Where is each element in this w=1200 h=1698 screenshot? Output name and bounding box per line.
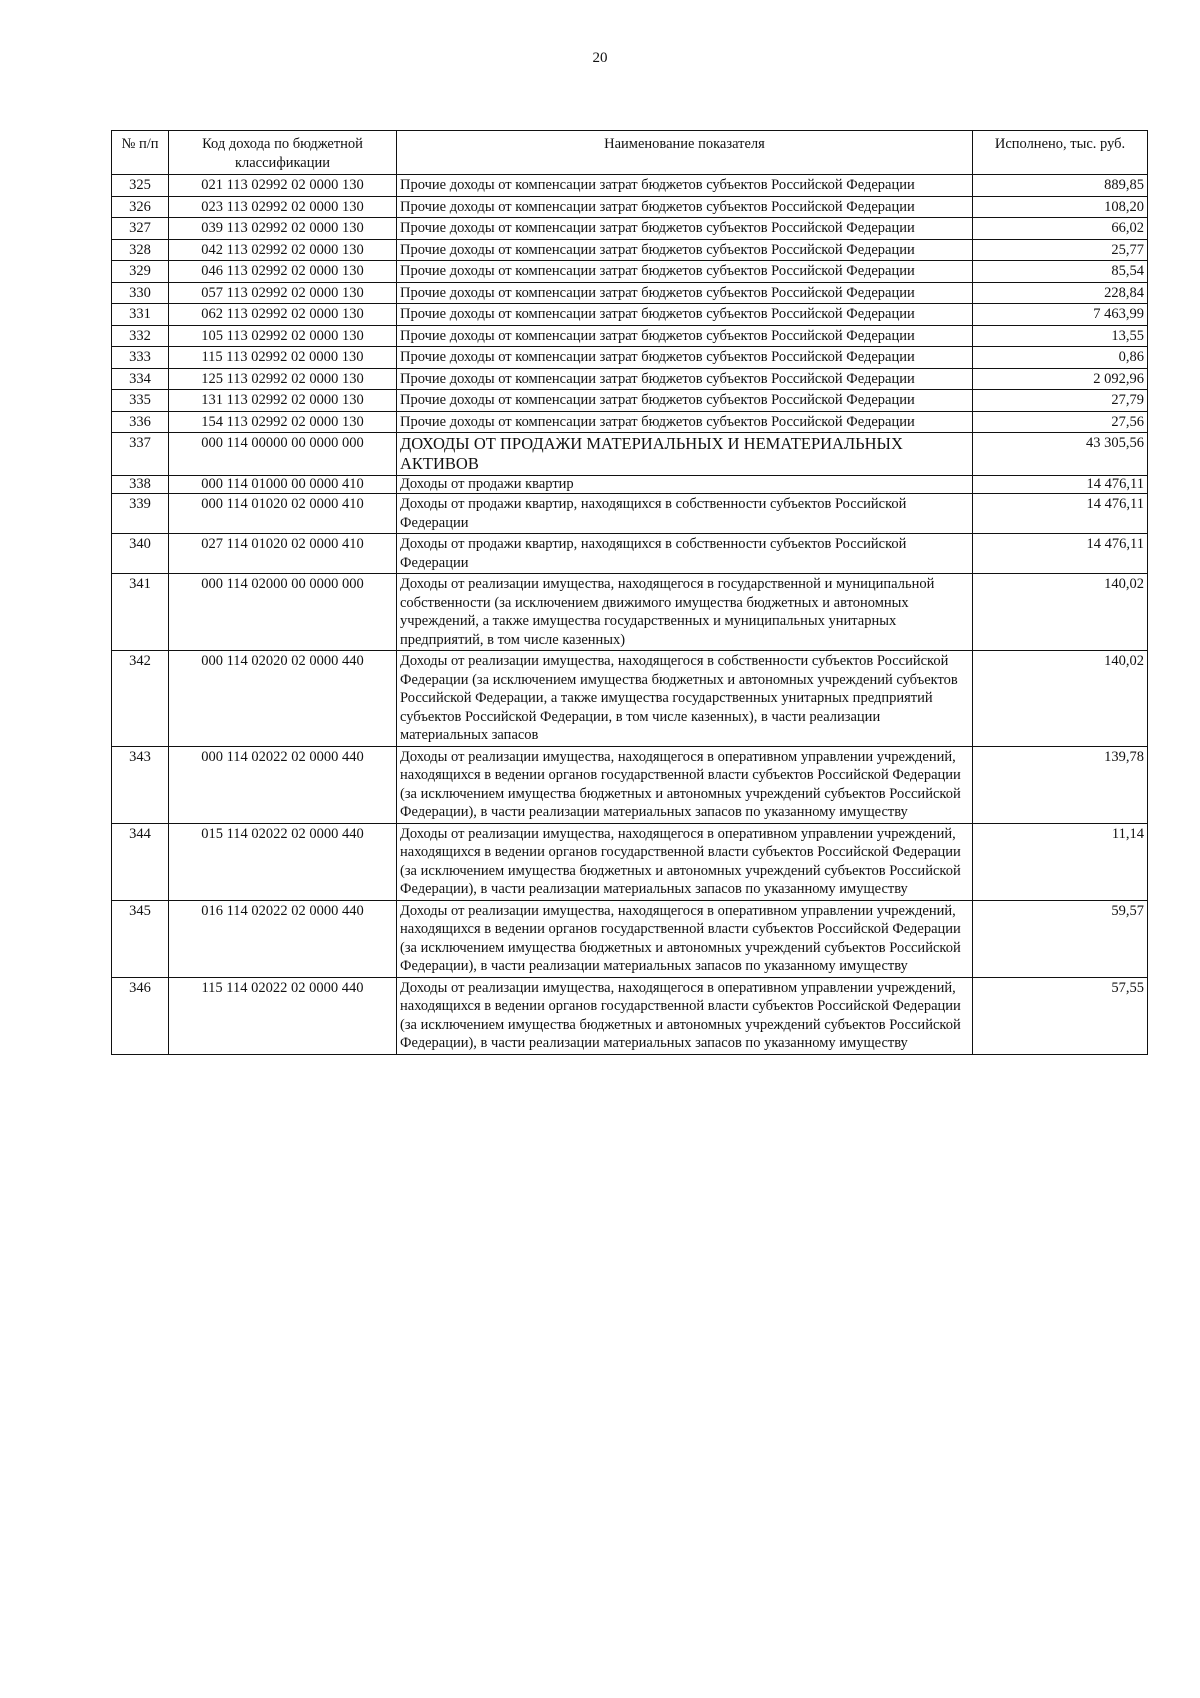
row-num: 333 — [112, 347, 169, 369]
row-amount: 140,02 — [973, 651, 1148, 747]
table-row — [112, 218, 1148, 240]
row-name: Прочие доходы от компенсации затрат бюджетов субъектов Российской Федерации — [397, 325, 973, 347]
table-row — [112, 411, 1148, 433]
row-amount: 2 092,96 — [973, 368, 1148, 390]
row-amount: 108,20 — [973, 196, 1148, 218]
row-amount: 11,14 — [973, 823, 1148, 900]
row-num: 326 — [112, 196, 169, 218]
row-num: 345 — [112, 900, 169, 977]
row-num: 339 — [112, 494, 169, 534]
table-row — [112, 304, 1148, 326]
row-code: 105 113 02992 02 0000 130 — [169, 325, 397, 347]
row-code: 021 113 02992 02 0000 130 — [169, 175, 397, 197]
row-num: 336 — [112, 411, 169, 433]
row-amount: 139,78 — [973, 746, 1148, 823]
row-num: 334 — [112, 368, 169, 390]
table-row — [112, 433, 1148, 476]
table-row — [112, 534, 1148, 574]
row-num: 330 — [112, 282, 169, 304]
table-row — [112, 746, 1148, 823]
header-code: Код дохода по бюджетной классификации — [169, 131, 397, 175]
row-amount: 25,77 — [973, 239, 1148, 261]
table-row — [112, 325, 1148, 347]
table-row — [112, 900, 1148, 977]
table-row — [112, 574, 1148, 651]
row-name: Прочие доходы от компенсации затрат бюджетов субъектов Российской Федерации — [397, 390, 973, 412]
row-num: 328 — [112, 239, 169, 261]
row-num: 327 — [112, 218, 169, 240]
row-num: 343 — [112, 746, 169, 823]
row-name: Доходы от реализации имущества, находящегося в оперативном управлении учреждений, находящихся в ведении органов государственной власти субъектов Российской Федерации (за исключением имущества бюджетных и автономных учреждений субъектов Российской Федерации), в части реализации материальных запасов по указанному имуществу — [397, 746, 973, 823]
row-name: Доходы от продажи квартир — [397, 476, 973, 494]
row-code: 000 114 00000 00 0000 000 — [169, 433, 397, 476]
header-amount: Исполнено, тыс. руб. — [973, 131, 1148, 175]
row-name: Прочие доходы от компенсации затрат бюджетов субъектов Российской Федерации — [397, 218, 973, 240]
row-num: 340 — [112, 534, 169, 574]
row-code: 027 114 01020 02 0000 410 — [169, 534, 397, 574]
table-row — [112, 368, 1148, 390]
row-name: Доходы от продажи квартир, находящихся в собственности субъектов Российской Федерации — [397, 494, 973, 534]
row-num: 338 — [112, 476, 169, 494]
table-row — [112, 390, 1148, 412]
header-num: № п/п — [112, 131, 169, 175]
table-row — [112, 282, 1148, 304]
row-code: 039 113 02992 02 0000 130 — [169, 218, 397, 240]
row-amount: 140,02 — [973, 574, 1148, 651]
row-amount: 66,02 — [973, 218, 1148, 240]
table-row — [112, 196, 1148, 218]
row-code: 000 114 01020 02 0000 410 — [169, 494, 397, 534]
row-name: Доходы от реализации имущества, находящегося в оперативном управлении учреждений, находящихся в ведении органов государственной власти субъектов Российской Федерации (за исключением имущества бюджетных и автономных учреждений субъектов Российской Федерации), в части реализации материальных запасов по указанному имуществу — [397, 900, 973, 977]
row-code: 125 113 02992 02 0000 130 — [169, 368, 397, 390]
row-amount: 27,56 — [973, 411, 1148, 433]
row-num: 341 — [112, 574, 169, 651]
row-code: 115 114 02022 02 0000 440 — [169, 977, 397, 1054]
row-amount: 27,79 — [973, 390, 1148, 412]
row-amount: 14 476,11 — [973, 476, 1148, 494]
row-amount: 57,55 — [973, 977, 1148, 1054]
row-code: 131 113 02992 02 0000 130 — [169, 390, 397, 412]
row-name: ДОХОДЫ ОТ ПРОДАЖИ МАТЕРИАЛЬНЫХ И НЕМАТЕРИАЛЬНЫХ АКТИВОВ — [397, 433, 973, 476]
row-num: 335 — [112, 390, 169, 412]
row-amount: 14 476,11 — [973, 534, 1148, 574]
table-row — [112, 261, 1148, 283]
row-name: Доходы от реализации имущества, находящегося в государственной и муниципальной собственности (за исключением движимого имущества бюджетных и автономных учреждений, а также имущества государственных и муниципальных унитарных предприятий, в том числе казенных) — [397, 574, 973, 651]
row-code: 154 113 02992 02 0000 130 — [169, 411, 397, 433]
row-name: Прочие доходы от компенсации затрат бюджетов субъектов Российской Федерации — [397, 261, 973, 283]
table-row — [112, 175, 1148, 197]
table-row — [112, 239, 1148, 261]
row-num: 337 — [112, 433, 169, 476]
table-row — [112, 347, 1148, 369]
row-name: Прочие доходы от компенсации затрат бюджетов субъектов Российской Федерации — [397, 239, 973, 261]
row-name: Прочие доходы от компенсации затрат бюджетов субъектов Российской Федерации — [397, 304, 973, 326]
row-amount: 228,84 — [973, 282, 1148, 304]
row-num: 329 — [112, 261, 169, 283]
row-amount: 43 305,56 — [973, 433, 1148, 476]
row-amount: 0,86 — [973, 347, 1148, 369]
table-row — [112, 494, 1148, 534]
row-code: 000 114 01000 00 0000 410 — [169, 476, 397, 494]
table-row — [112, 823, 1148, 900]
row-code: 057 113 02992 02 0000 130 — [169, 282, 397, 304]
row-amount: 85,54 — [973, 261, 1148, 283]
row-amount: 59,57 — [973, 900, 1148, 977]
row-amount: 14 476,11 — [973, 494, 1148, 534]
row-num: 331 — [112, 304, 169, 326]
row-name: Прочие доходы от компенсации затрат бюджетов субъектов Российской Федерации — [397, 196, 973, 218]
table-header-row — [112, 131, 1148, 175]
row-name: Прочие доходы от компенсации затрат бюджетов субъектов Российской Федерации — [397, 411, 973, 433]
row-name: Прочие доходы от компенсации затрат бюджетов субъектов Российской Федерации — [397, 347, 973, 369]
row-amount: 7 463,99 — [973, 304, 1148, 326]
row-amount: 13,55 — [973, 325, 1148, 347]
row-num: 342 — [112, 651, 169, 747]
row-num: 346 — [112, 977, 169, 1054]
row-code: 000 114 02000 00 0000 000 — [169, 574, 397, 651]
table-row — [112, 651, 1148, 747]
row-num: 332 — [112, 325, 169, 347]
row-name: Прочие доходы от компенсации затрат бюджетов субъектов Российской Федерации — [397, 368, 973, 390]
row-code: 062 113 02992 02 0000 130 — [169, 304, 397, 326]
row-name: Прочие доходы от компенсации затрат бюджетов субъектов Российской Федерации — [397, 175, 973, 197]
row-name: Доходы от реализации имущества, находящегося в оперативном управлении учреждений, находящихся в ведении органов государственной власти субъектов Российской Федерации (за исключением имущества бюджетных и автономных учреждений субъектов Российской Федерации), в части реализации материальных запасов по указанному имуществу — [397, 823, 973, 900]
row-code: 000 114 02022 02 0000 440 — [169, 746, 397, 823]
revenue-table — [111, 130, 1148, 1055]
row-num: 325 — [112, 175, 169, 197]
row-code: 115 113 02992 02 0000 130 — [169, 347, 397, 369]
row-num: 344 — [112, 823, 169, 900]
row-name: Доходы от реализации имущества, находящегося в собственности субъектов Российской Федерации (за исключением имущества бюджетных и автономных учреждений субъектов Российской Федерации, а также имущества государственных унитарных предприятий субъектов Российской Федерации, в том числе казенных), в части реализации материальных запасов — [397, 651, 973, 747]
row-name: Доходы от реализации имущества, находящегося в оперативном управлении учреждений, находящихся в ведении органов государственной власти субъектов Российской Федерации (за исключением имущества бюджетных и автономных учреждений субъектов Российской Федерации), в части реализации материальных запасов по указанному имуществу — [397, 977, 973, 1054]
row-code: 042 113 02992 02 0000 130 — [169, 239, 397, 261]
header-name: Наименование показателя — [397, 131, 973, 175]
row-code: 000 114 02020 02 0000 440 — [169, 651, 397, 747]
row-code: 016 114 02022 02 0000 440 — [169, 900, 397, 977]
row-code: 046 113 02992 02 0000 130 — [169, 261, 397, 283]
table-row — [112, 977, 1148, 1054]
row-code: 015 114 02022 02 0000 440 — [169, 823, 397, 900]
row-name: Доходы от продажи квартир, находящихся в собственности субъектов Российской Федерации — [397, 534, 973, 574]
table-row — [112, 476, 1148, 494]
row-code: 023 113 02992 02 0000 130 — [169, 196, 397, 218]
row-name: Прочие доходы от компенсации затрат бюджетов субъектов Российской Федерации — [397, 282, 973, 304]
page-number: 20 — [592, 50, 608, 66]
row-amount: 889,85 — [973, 175, 1148, 197]
